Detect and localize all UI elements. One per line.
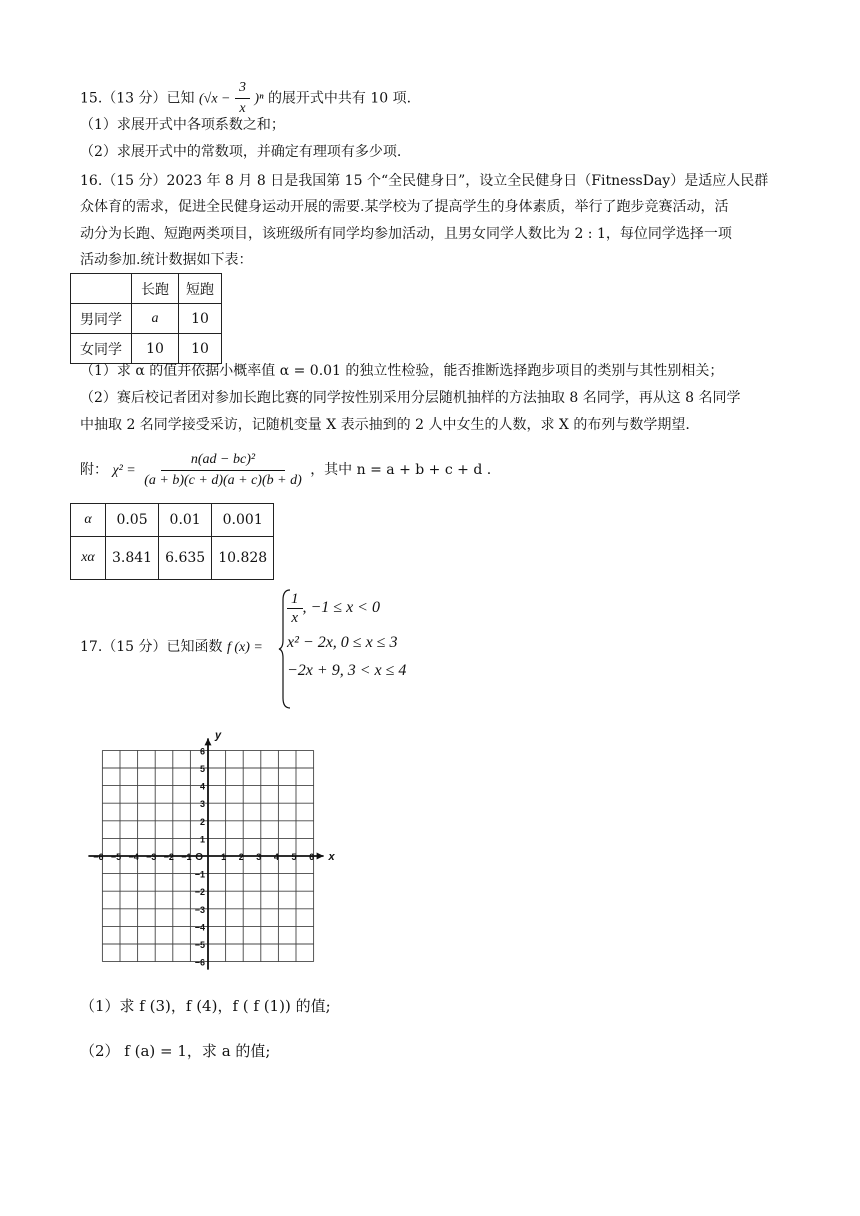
y-tick-label: 4 — [199, 781, 205, 792]
y-tick-label: −5 — [194, 940, 205, 950]
table-cell: xα — [71, 537, 106, 580]
x-tick-label: 6 — [309, 852, 315, 862]
table-header-row — [71, 274, 222, 304]
y-tick-label: 1 — [199, 834, 205, 845]
piece-1 — [287, 590, 380, 627]
y-tick-label: 5 — [199, 764, 205, 774]
axes — [88, 738, 323, 969]
chi-square-denominator: (a + b)(c + d)(a + c)(b + d) — [144, 472, 302, 488]
q15-fraction — [235, 78, 250, 119]
q15-expr-close: )ⁿ — [254, 91, 264, 107]
x-tick-label: −5 — [110, 852, 122, 862]
q17-fx: f (x) = — [226, 640, 263, 655]
q17-head — [80, 636, 263, 659]
y-tick-label: −4 — [194, 922, 205, 933]
table-cell: 0.001 — [212, 504, 274, 537]
table-cell: 10.828 — [212, 537, 274, 580]
q16-line1: 16.（15 分）2023 年 8 月 8 日是我国第 15 个“全民健身日”，设立全民健身日（FitnessDay）是适应人民群 — [80, 173, 769, 189]
q15-frac-den: x — [239, 101, 246, 116]
q16-line4: 活动参加.统计数据如下表： — [80, 252, 253, 268]
q16-part2a: （2）赛后校记者团对参加长跑比赛的同学按性别采用分层随机抽样的方法抽取 8 名同学，再从这 8 名同学 — [80, 390, 741, 406]
chi-square-lhs: χ² = — [112, 463, 136, 478]
x-tick-label: 1 — [221, 852, 227, 862]
q16-part1: （1）求 α 的值并依据小概率值 α = 0.01 的独立性检验，能否推断选择跑步项目的类别与其性别相关； — [80, 363, 724, 379]
q15-frac-num: 3 — [235, 78, 250, 99]
table-cell: 10 — [132, 334, 179, 364]
piece-3: −2x + 9, 3 < x ≤ 4 — [287, 662, 407, 679]
y-tick-label: −6 — [194, 957, 205, 968]
x-axis-arrow — [317, 853, 324, 860]
q16-line3: 动分为长跑、短跑两类项目，该班级所有同学均参加活动，且男女同学人数比为 2 : 1，每位同学选择一项 — [80, 226, 732, 242]
q15-tail: 的展开式中共有 10 项. — [267, 90, 412, 107]
x-axis-label: x — [328, 851, 335, 863]
piece-1-cond: , −1 ≤ x < 0 — [302, 599, 380, 617]
q15-part2: （2）求展开式中的常数项，并确定有理项有多少项. — [80, 144, 402, 160]
tick-labels — [93, 729, 335, 967]
table-cell: 3.841 — [106, 537, 159, 580]
y-tick-label: −2 — [194, 887, 205, 898]
q16-part2b: 中抽取 2 名同学接受采访，记随机变量 X 表示抽到的 2 人中女生的人数，求 X 的布列与数学期望. — [80, 417, 690, 433]
table-row — [71, 504, 274, 537]
x-tick-label: 2 — [238, 852, 244, 862]
q17-part1: （1）求 f (3)，f (4)，f ( f (1)) 的值; — [80, 997, 331, 1015]
table-row — [71, 537, 274, 580]
table-cell: 0.05 — [106, 504, 159, 537]
x-tick-label: −6 — [93, 852, 104, 862]
piece-1-num: 1 — [287, 590, 303, 609]
y-tick-label: 2 — [199, 816, 205, 827]
table-cell: 女同学 — [71, 334, 132, 364]
table-row — [71, 304, 222, 334]
chi-square-fraction — [140, 450, 306, 491]
x-tick-label: −3 — [146, 852, 157, 862]
y-axis-label: y — [214, 729, 222, 742]
q15-expr-open: (√x − — [198, 91, 231, 107]
critical-value-table — [70, 503, 274, 580]
table-cell — [71, 274, 132, 304]
chi-square-numerator: n(ad − bc)² — [161, 450, 285, 471]
table-cell: 男同学 — [71, 304, 132, 334]
x-tick-label: −2 — [163, 852, 174, 862]
table-cell: 10 — [179, 304, 222, 334]
table-cell: 长跑 — [132, 274, 179, 304]
appendix-label: 附： — [80, 462, 108, 478]
table-cell: α — [71, 504, 106, 537]
y-axis-arrow — [205, 738, 212, 745]
table-row — [71, 334, 222, 364]
x-tick-label: 4 — [273, 852, 279, 862]
table-cell: 短跑 — [179, 274, 222, 304]
q17-head-text: 17.（15 分）已知函数 — [80, 639, 223, 655]
piece-1-fraction — [287, 590, 303, 627]
table-cell: 10 — [179, 334, 222, 364]
y-tick-label: −1 — [194, 869, 205, 880]
q15-head: 15.（13 分）已知 — [80, 90, 195, 107]
q16-appendix — [80, 448, 491, 493]
q15-part1: （1）求展开式中各项系数之和； — [80, 117, 285, 133]
y-tick-label: 3 — [199, 799, 205, 810]
coordinate-grid — [78, 722, 348, 978]
q16-stats-table — [70, 273, 222, 364]
q17-part2: （2） f (a) = 1，求 a 的值; — [80, 1042, 271, 1060]
piece-2: x² − 2x, 0 ≤ x ≤ 3 — [287, 634, 398, 651]
origin-label: O — [195, 852, 203, 863]
table-cell: a — [132, 304, 179, 334]
x-tick-label: −1 — [181, 852, 192, 862]
table-cell: 0.01 — [159, 504, 212, 537]
q16-line2: 众体育的需求，促进全民健身运动开展的需要.某学校为了提高学生的身体素质，举行了跑步竞赛活动，活 — [80, 199, 729, 215]
y-tick-label: −3 — [194, 904, 205, 915]
table-cell: 6.635 — [159, 537, 212, 580]
x-tick-label: 3 — [256, 852, 262, 862]
x-tick-label: 5 — [291, 852, 297, 862]
x-tick-label: −4 — [128, 852, 139, 862]
piece-1-den: x — [291, 610, 299, 626]
q15-stem — [80, 78, 411, 119]
appendix-tail: ，其中 n = a + b + c + d . — [310, 462, 492, 478]
y-tick-label: 6 — [199, 746, 205, 757]
